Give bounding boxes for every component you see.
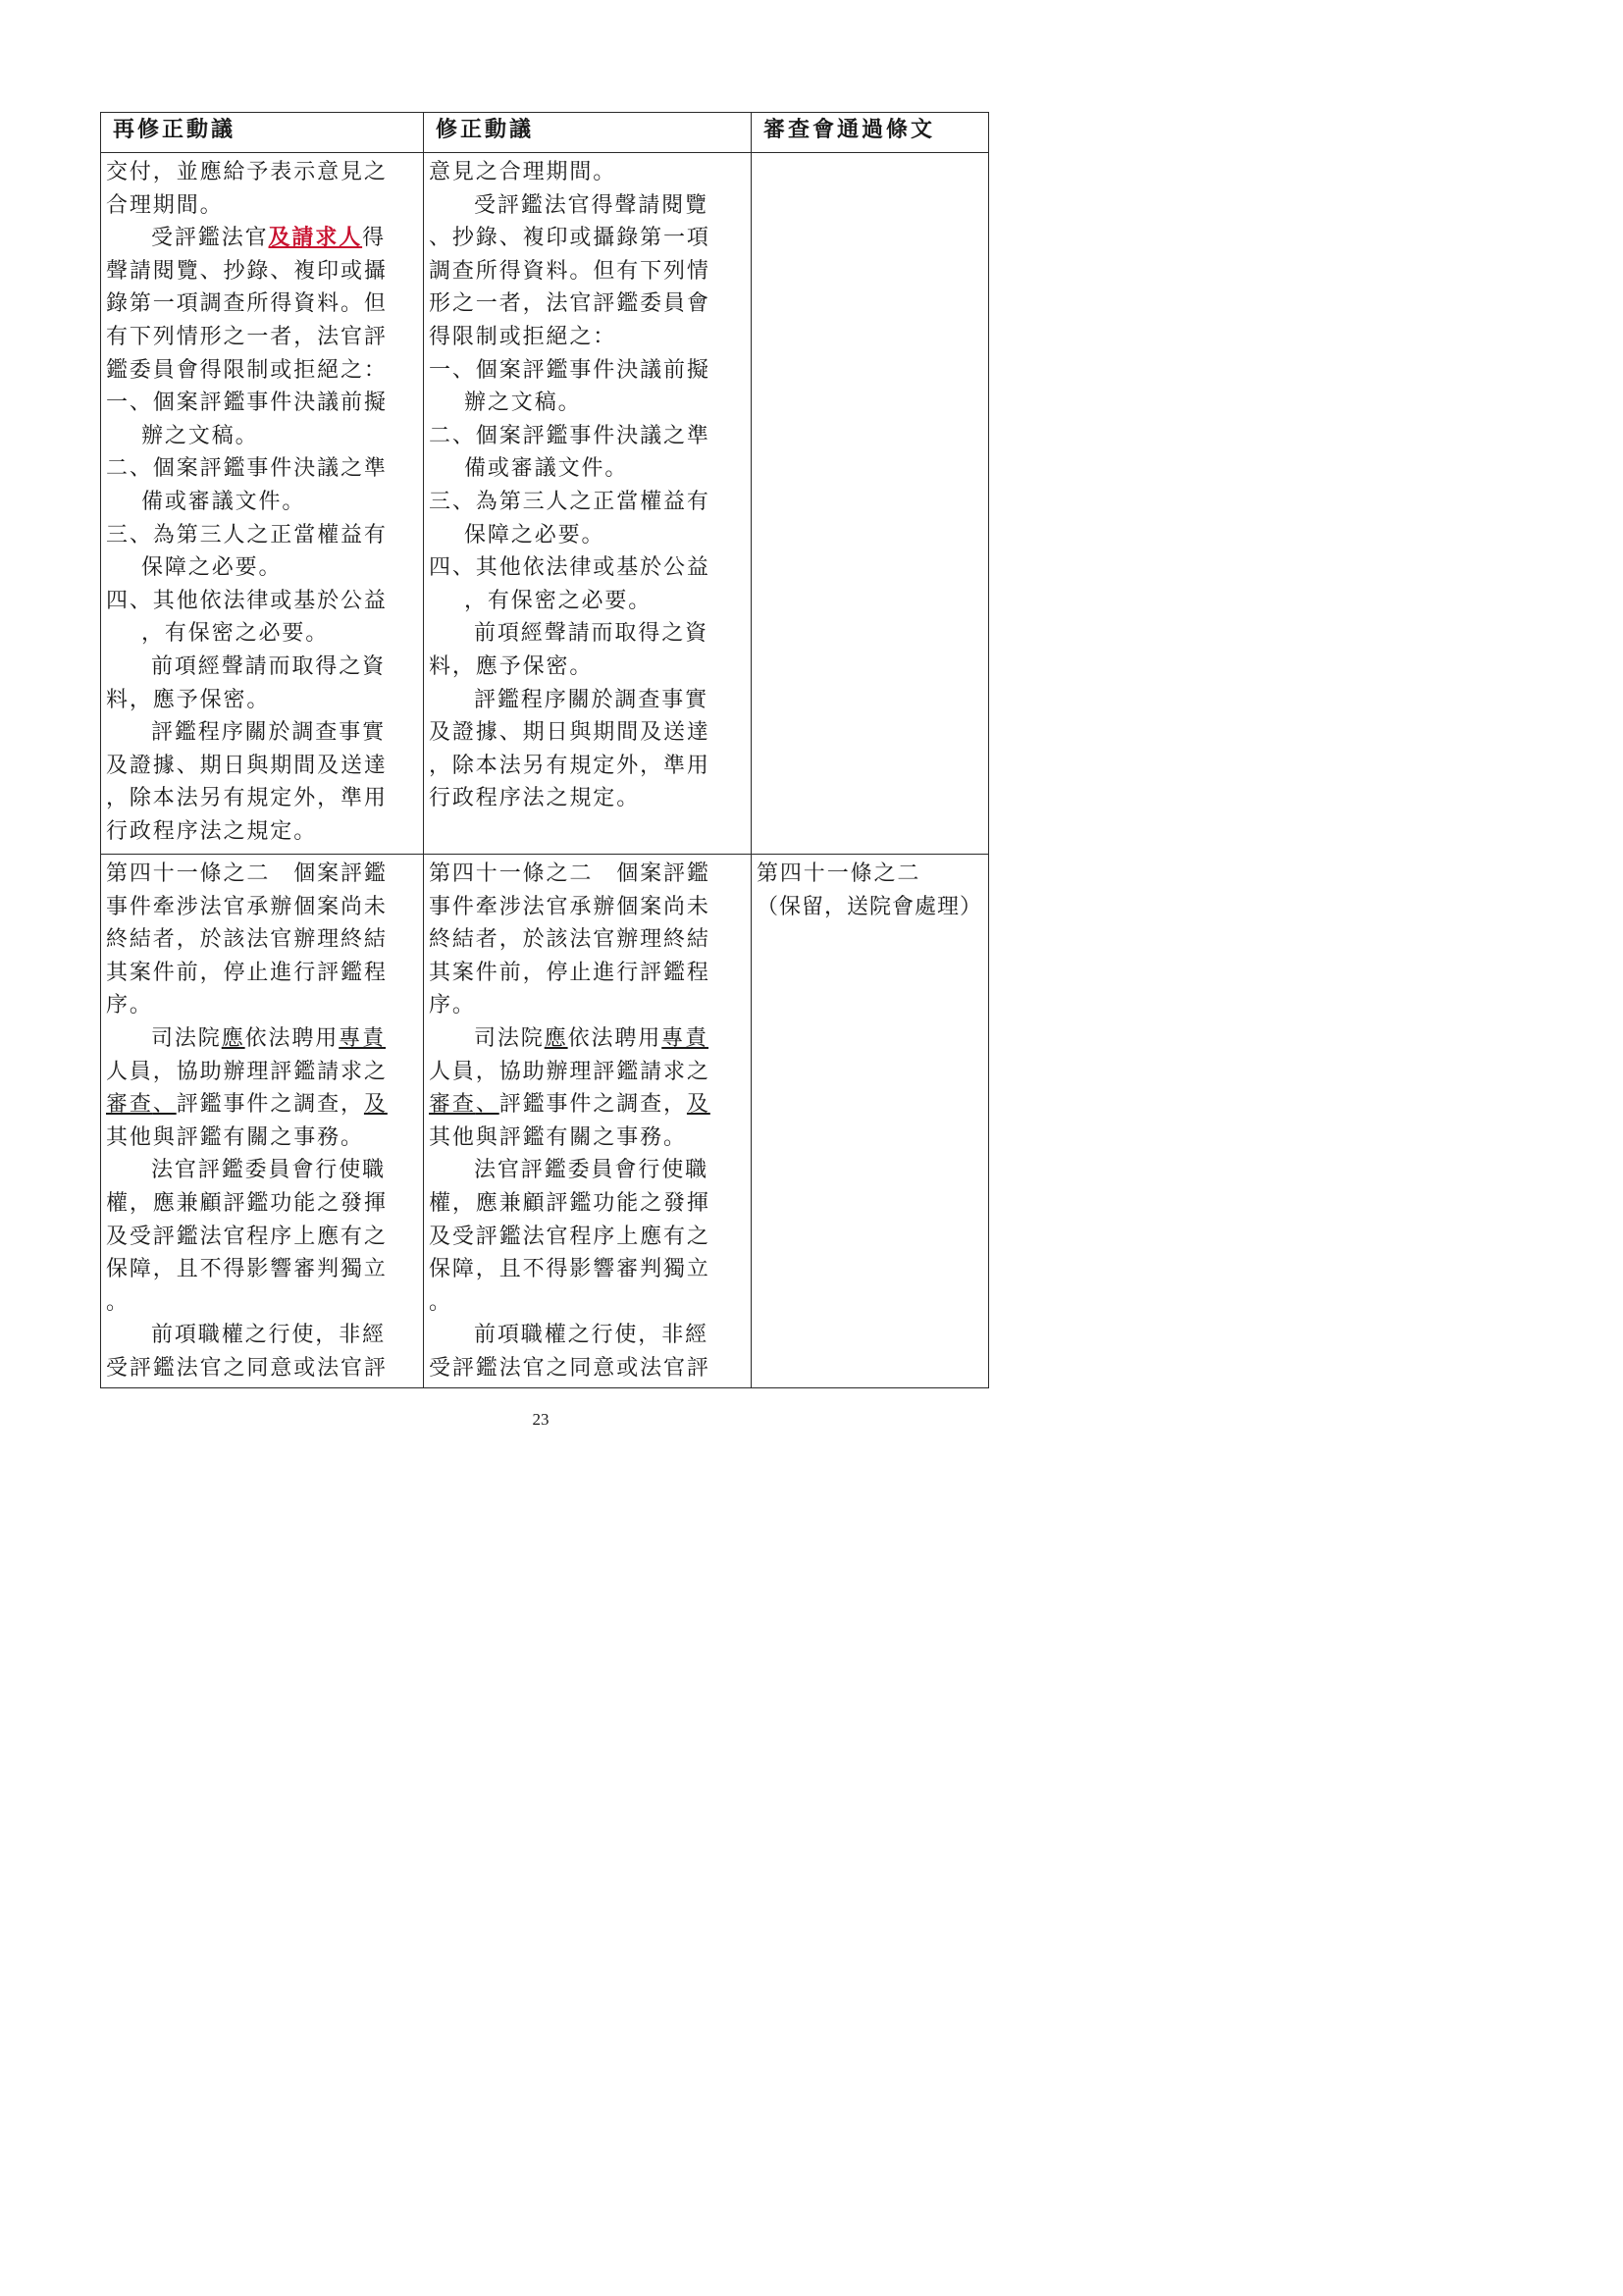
list-item-cont: 辦之文稿。: [464, 391, 582, 416]
list-item-cont: 保障之必要。: [464, 522, 605, 548]
text-line: 其案件前，停止進行評鑑程: [106, 960, 388, 985]
list-item-cont: ，有保密之必要。: [141, 621, 330, 647]
text-line: 權，應兼顧評鑑功能之發揮: [429, 1190, 710, 1216]
text-line: 評鑑程序關於調查事實: [474, 687, 709, 712]
text-line: 保障，且不得影響審判獨立: [106, 1257, 388, 1282]
amendment-cell: [424, 153, 752, 855]
text-line: 錄第一項調查所得資料。但: [106, 291, 388, 317]
list-item: 三、為第三人之正當權益有: [106, 522, 388, 548]
text-line: 前項職權之行使，非經: [474, 1323, 709, 1348]
list-item-cont: 備或審議文件。: [464, 456, 629, 482]
underlined-text: 及: [686, 1092, 710, 1118]
text-line: 前項經聲請而取得之資: [151, 653, 387, 679]
text-line: 評鑑程序關於調查事實: [151, 720, 387, 746]
text-line: 鑑委員會得限制或拒絕之：: [106, 357, 388, 383]
text-line: 保障，且不得影響審判獨立: [429, 1257, 710, 1282]
text-line: 法官評鑑委員會行使職: [151, 1158, 387, 1183]
list-item: 二、個案評鑑事件決議之準: [106, 456, 388, 482]
list-item-cont: 辦之文稿。: [141, 423, 259, 448]
text-segment: 依法聘用: [244, 1025, 340, 1051]
list-item: 二、個案評鑑事件決議之準: [429, 423, 710, 448]
text-line: 。: [106, 1289, 130, 1315]
text-line: 法官評鑑委員會行使職: [474, 1158, 709, 1183]
committee-text-cell: [752, 855, 989, 1388]
text-line: 其案件前，停止進行評鑑程: [429, 960, 710, 985]
re-amendment-cell: [101, 153, 424, 855]
list-item: 四、其他依法律或基於公益: [429, 555, 710, 581]
text-line: 調查所得資料。但有下列情: [429, 258, 710, 284]
table-header-row: [101, 113, 989, 153]
text-line: 事件牽涉法官承辦個案尚未: [429, 894, 710, 919]
underlined-text: 應: [221, 1025, 245, 1051]
text-segment: 受評鑑法官: [151, 226, 269, 251]
list-item: 四、其他依法律或基於公益: [106, 588, 388, 613]
text-line: 前項職權之行使，非經: [151, 1323, 387, 1348]
table-row: [101, 855, 989, 1388]
text-line: 聲請閱覽、抄錄、複印或攝: [106, 258, 388, 284]
underlined-text: 審查: [429, 1092, 476, 1118]
list-item-cont: 保障之必要。: [141, 555, 283, 581]
text-segment: 評鑑事件之調查，: [176, 1092, 364, 1118]
underlined-text: 、: [475, 1092, 499, 1118]
text-line: 終結者，於該法官辦理終結: [429, 927, 710, 953]
text-line: 其他與評鑑有關之事務。: [106, 1124, 364, 1150]
text-line: 事件牽涉法官承辦個案尚未: [106, 894, 388, 919]
text-line: 、抄錄、複印或攝錄第一項: [429, 226, 710, 251]
text-segment: 依法聘用: [567, 1025, 662, 1051]
text-line: 權，應兼顧評鑑功能之發揮: [106, 1190, 388, 1216]
header-re-amendment: 再修正動議: [101, 113, 424, 153]
text-line: [429, 1088, 747, 1122]
underlined-text: 專責: [661, 1025, 709, 1051]
text-line: 終結者，於該法官辦理終結: [106, 927, 388, 953]
header-amendment: 修正動議: [424, 113, 752, 153]
article-title-line: 第四十一條之二 個案評鑑: [106, 861, 388, 886]
list-item: 一、個案評鑑事件決議前擬: [429, 357, 710, 383]
underlined-text: 及: [363, 1092, 388, 1118]
text-line: 人員，協助辦理評鑑請求之: [106, 1059, 388, 1084]
underlined-text: 專責: [339, 1025, 387, 1051]
text-line: 形之一者，法官評鑑委員會: [429, 291, 710, 317]
list-item-cont: ，有保密之必要。: [464, 588, 653, 613]
text-segment: 司法院: [474, 1025, 545, 1051]
text-line: 受評鑑法官之同意或法官評: [429, 1355, 710, 1381]
text-line: 合理期間。: [106, 192, 224, 218]
text-line: 料，應予保密。: [106, 687, 271, 712]
text-line: [106, 222, 419, 255]
re-amendment-cell: [101, 855, 424, 1388]
text-line: 序。: [429, 993, 476, 1018]
text-line: 及受評鑑法官程序上應有之: [429, 1224, 710, 1249]
underlined-text: 、: [152, 1092, 177, 1118]
underlined-text: 應: [544, 1025, 568, 1051]
text-line: 序。: [106, 993, 153, 1018]
list-item-cont: 備或審議文件。: [141, 489, 306, 514]
page-number: 23: [532, 1410, 550, 1429]
reserved-note: （保留，送院會處理）: [757, 894, 983, 919]
text-line: 交付，並應給予表示意見之: [106, 160, 388, 184]
text-line: 及受評鑑法官程序上應有之: [106, 1224, 388, 1249]
header-committee-text: 審查會通過條文: [752, 113, 989, 153]
article-title-line: 第四十一條之二: [757, 861, 921, 886]
text-line: 行政程序法之規定。: [429, 786, 641, 811]
comparison-table: [100, 112, 989, 1388]
added-text-highlight: 及請求人: [268, 225, 363, 251]
amendment-cell: [424, 855, 752, 1388]
text-line: ，除本法另有規定外，準用: [106, 786, 388, 811]
text-line: 其他與評鑑有關之事務。: [429, 1124, 687, 1150]
text-line: ，除本法另有規定外，準用: [429, 753, 710, 778]
text-line: 行政程序法之規定。: [106, 818, 318, 844]
article-title-line: 第四十一條之二 個案評鑑: [429, 861, 710, 886]
text-line: 。: [429, 1289, 452, 1315]
text-line: 得限制或拒絕之：: [429, 324, 617, 349]
table-row: [101, 153, 989, 855]
text-line: [106, 1088, 419, 1122]
text-line: 人員，協助辦理評鑑請求之: [429, 1059, 710, 1084]
text-segment: 得: [362, 226, 387, 251]
text-line: 受評鑑法官之同意或法官評: [106, 1355, 388, 1381]
text-line: 前項經聲請而取得之資: [474, 621, 709, 647]
text-line: 料，應予保密。: [429, 653, 594, 679]
text-line: 意見之合理期間。: [429, 160, 617, 184]
text-line: 及證據、期日與期間及送達: [106, 753, 388, 778]
list-item: 一、個案評鑑事件決議前擬: [106, 391, 388, 416]
text-line: [429, 1022, 747, 1056]
text-segment: 司法院: [151, 1025, 222, 1051]
text-segment: 評鑑事件之調查，: [498, 1092, 687, 1118]
text-line: 有下列情形之一者，法官評: [106, 324, 388, 349]
committee-text-cell: [752, 153, 989, 855]
text-line: [106, 1022, 419, 1056]
text-line: 及證據、期日與期間及送達: [429, 720, 710, 746]
text-line: 受評鑑法官得聲請閱覽: [474, 192, 709, 218]
list-item: 三、為第三人之正當權益有: [429, 489, 710, 514]
underlined-text: 審查: [106, 1092, 153, 1118]
